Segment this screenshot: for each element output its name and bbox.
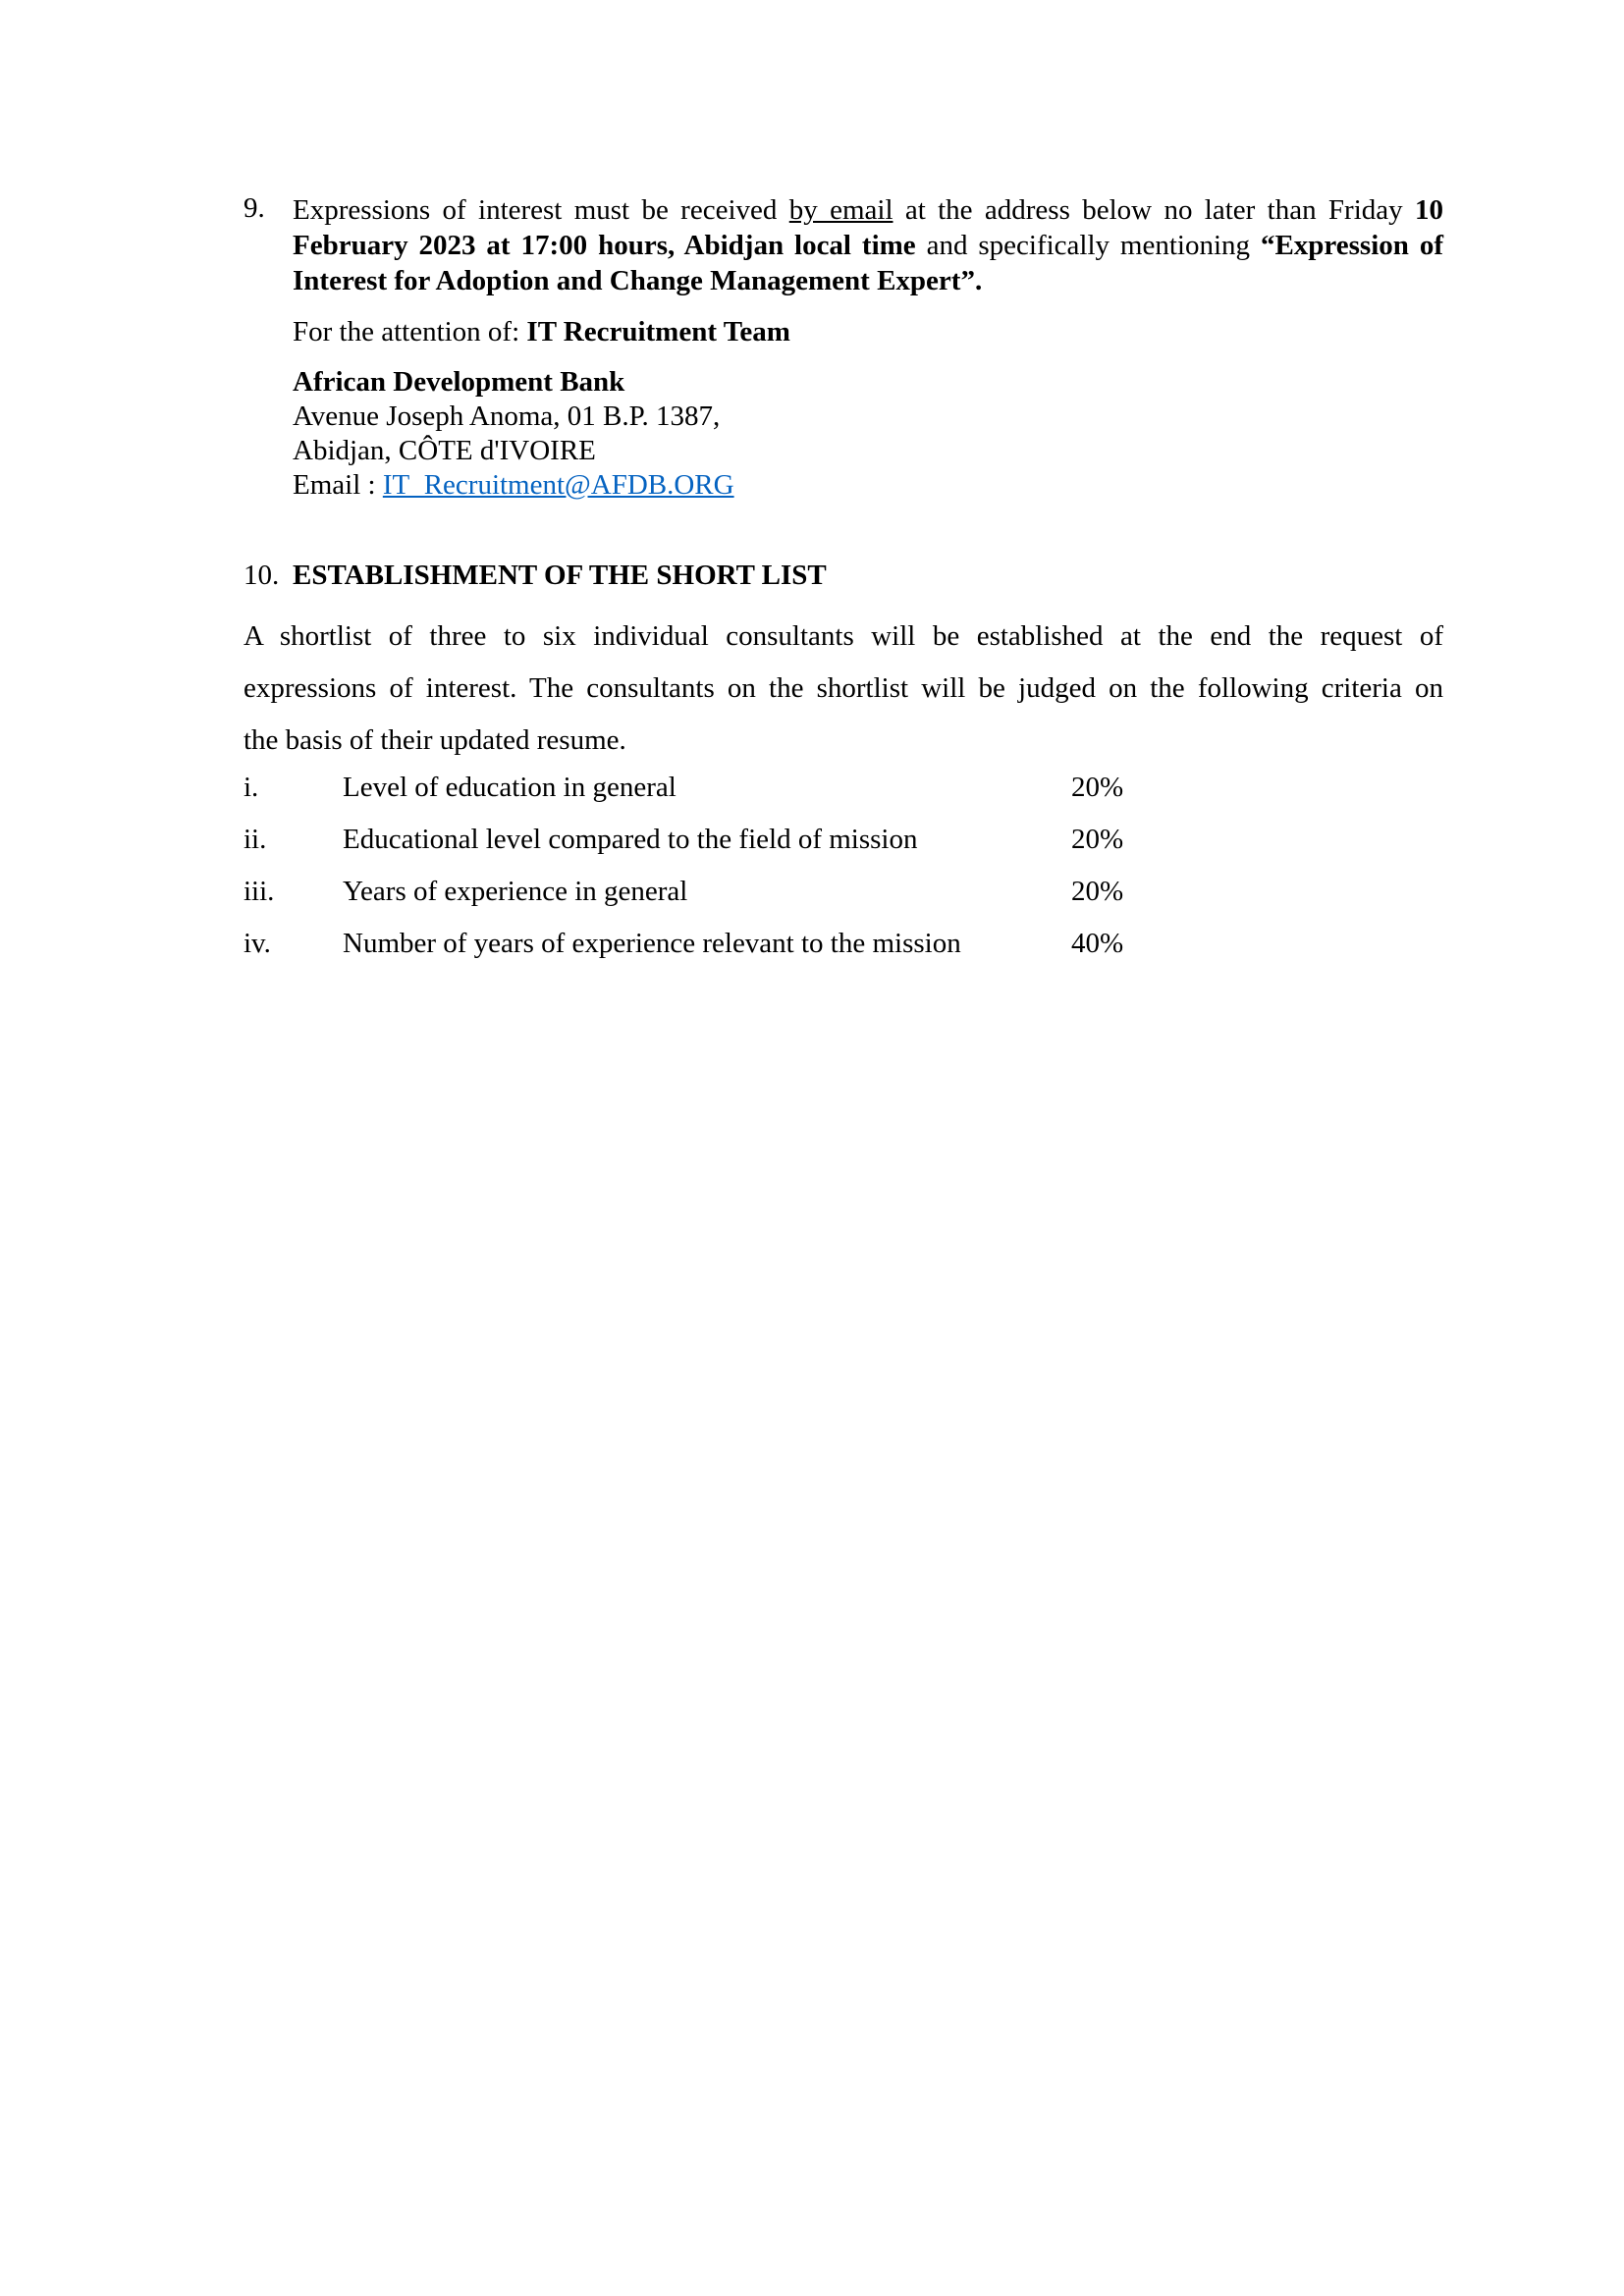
- address-block: [293, 365, 1443, 503]
- section-10-title: ESTABLISHMENT OF THE SHORT LIST: [293, 560, 827, 591]
- criteria-number: i.: [244, 772, 259, 803]
- attention-label: For the attention of:: [293, 316, 527, 347]
- item-9-mid: at the address below no later than Friday: [893, 194, 1415, 226]
- paragraph-line-1: A shortlist of three to six individual consultants will be established at the end the request of: [244, 620, 1443, 652]
- criteria-label: Educational level compared to the field of mission: [343, 824, 918, 855]
- criteria-row: [244, 814, 1225, 866]
- deadline-text: 10 February 2023 at 17:00 hours, Abidjan local time: [293, 194, 1443, 261]
- criteria-row: [244, 762, 1225, 814]
- item-9-paragraph: [293, 192, 1443, 298]
- paragraph-line-2: expressions of interest. The consultants on the shortlist will be judged on the following criteria on: [244, 672, 1443, 704]
- criteria-number: iv.: [244, 928, 271, 959]
- criteria-row: [244, 866, 1225, 918]
- email-label: Email :: [293, 469, 383, 501]
- criteria-percentage: 20%: [1071, 772, 1124, 803]
- criteria-number: ii.: [244, 824, 267, 855]
- address-email-line: [293, 468, 1443, 503]
- section-10-heading: [244, 558, 827, 593]
- email-link[interactable]: IT_Recruitment@AFDB.ORG: [382, 469, 734, 501]
- address-org: African Development Bank: [293, 366, 625, 398]
- criteria-label: Years of experience in general: [343, 876, 688, 907]
- criteria-label: Level of education in general: [343, 772, 677, 803]
- address-line-1: Avenue Joseph Anoma, 01 B.P. 1387,: [293, 400, 721, 432]
- section-10-paragraph: [244, 611, 1443, 767]
- paragraph-line-3: the basis of their updated resume.: [244, 724, 626, 756]
- criteria-list: [244, 762, 1225, 970]
- item-9-intro: Expressions of interest must be received: [293, 194, 789, 226]
- criteria-percentage: 20%: [1071, 876, 1124, 907]
- section-10-number: 10.: [244, 560, 280, 591]
- criteria-row: [244, 918, 1225, 970]
- criteria-percentage: 40%: [1071, 928, 1124, 959]
- mention-text: “Expression of Interest for Adoption and Change Management Expert”.: [293, 230, 1443, 296]
- criteria-number: iii.: [244, 876, 275, 907]
- attention-line: [293, 314, 1443, 349]
- criteria-percentage: 20%: [1071, 824, 1124, 855]
- attention-value: IT Recruitment Team: [526, 316, 790, 347]
- by-email-text: by email: [788, 194, 893, 226]
- address-line-2: Abidjan, CÔTE d'IVOIRE: [293, 435, 596, 466]
- item-9-body: [293, 192, 1443, 503]
- item-9-number: 9.: [244, 192, 265, 224]
- criteria-label: Number of years of experience relevant to the mission: [343, 928, 961, 959]
- item-9-mention-pre: and specifically mentioning: [915, 230, 1261, 261]
